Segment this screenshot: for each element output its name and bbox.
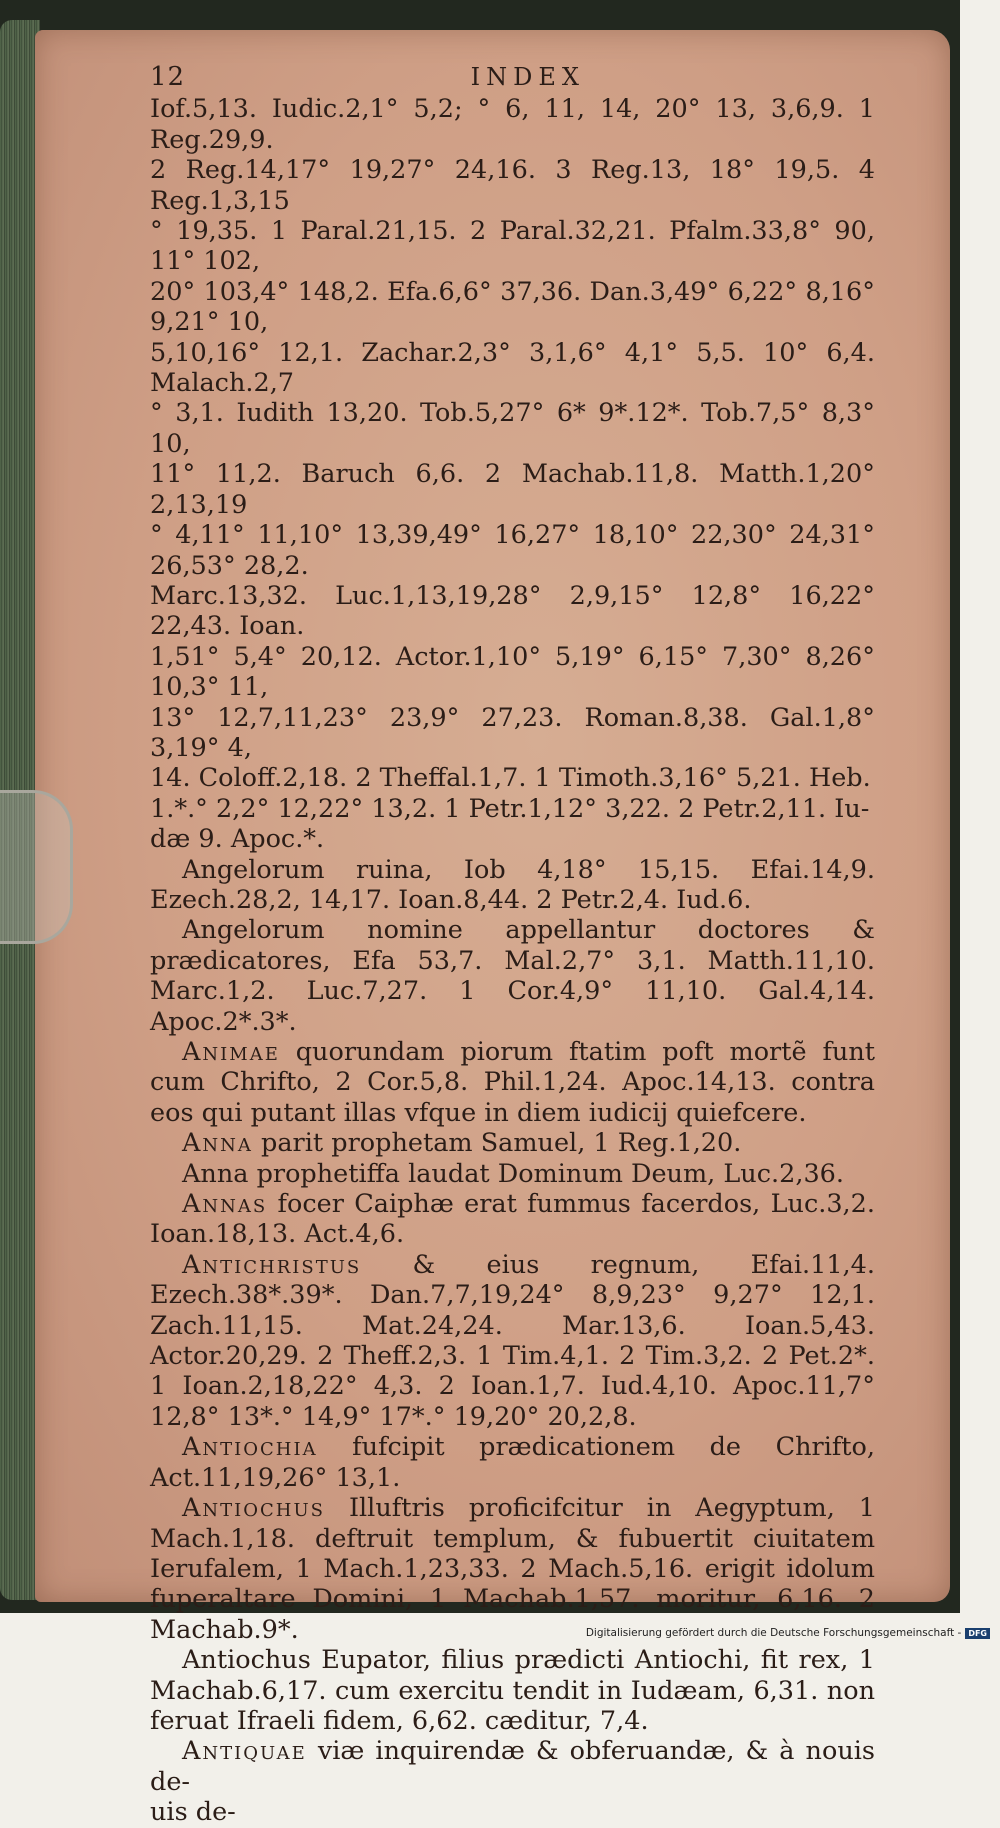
page-text bbox=[150, 62, 875, 1828]
continuation-line: ° 4,11° 11,10° 13,39,49° 16,27° 18,10° 22,30° 24,31° 26,53° 28,2. bbox=[150, 520, 875, 581]
continuation-line: dæ 9. Apoc.*. bbox=[150, 824, 325, 855]
continuation-line: 2 Reg.14,17° 19,27° 24,16. 3 Reg.13, 18° 19,5. 4 Reg.1,3,15 bbox=[150, 155, 875, 216]
index-entry bbox=[150, 1645, 875, 1736]
entry-keyword: Animae bbox=[182, 1037, 280, 1067]
entry-keyword: Antiochus bbox=[182, 1493, 326, 1524]
index-entry bbox=[150, 1128, 875, 1158]
digitization-credit bbox=[586, 1627, 990, 1639]
index-entry bbox=[150, 1736, 875, 1797]
index-entry bbox=[150, 915, 875, 1037]
entry-keyword: Anna bbox=[182, 1128, 253, 1159]
entry-text: Anna prophetiffa laudat Dominum Deum, Luc.2,36. bbox=[182, 1158, 845, 1189]
index-entry bbox=[150, 1037, 875, 1128]
continuation-line: 1,51° 5,4° 20,12. Actor.1,10° 5,19° 6,15° 7,30° 8,26° 10,3° 11, bbox=[150, 641, 875, 703]
entry-keyword: Annas bbox=[182, 1189, 268, 1220]
index-entry bbox=[150, 1159, 875, 1189]
entry-text: fufcipit prædicationem de Chrifto, Act.11,19,26° 13,1. bbox=[150, 1432, 875, 1493]
continuation-line: 5,10,16° 12,1. Zachar.2,3° 3,1,6° 4,1° 5,5. 10° 6,4. Malach.2,7 bbox=[150, 337, 875, 399]
entry-text: quorundam piorum ftatim poft mortẽ funt cum Chrifto, 2 Cor.5,8. Phil.1,24. Apoc.14,13. contra eos qui putant illas vfque in diem iudicij quiefcere. bbox=[150, 1037, 875, 1128]
continuation-line: 11° 11,2. Baruch 6,6. 2 Machab.11,8. Matth.1,20° 2,13,19 bbox=[150, 459, 875, 520]
continuation-block bbox=[150, 94, 875, 854]
index-entry bbox=[150, 1250, 875, 1432]
entry-keyword: Antiochia bbox=[182, 1432, 318, 1463]
page-number: 12 bbox=[150, 62, 186, 92]
index-entry bbox=[150, 1432, 875, 1493]
entry-text: Illuftris proficifcitur in Aegyptum, 1 Mach.1,18. deftruit templum, & fubuertit ciuitatem Ierufalem, 1 Mach.1,23,33. 2 Mach.5,16. erigit idolum fuperaltare Domini, 1 Machab.1,57. moritur, 6,16. 2 Machab.9*. bbox=[150, 1493, 875, 1645]
entry-text: parit prophetam Samuel, 1 Reg.1,20. bbox=[252, 1128, 742, 1159]
credit-text: Digitalisierung gefördert durch die Deutsche Forschungsgemeinschaft - bbox=[585, 1627, 962, 1639]
continuation-line: Marc.13,32. Luc.1,13,19,28° 2,9,15° 12,8° 16,22° 22,43. Ioan. bbox=[150, 580, 875, 642]
entry-text: Angelorum nomine appellantur doctores & prædicatores, Efa 53,7. Mal.2,7° 3,1. Matth.11,10. Marc.1,2. Luc.7,27. 1 Cor.4,9° 11,10. Gal.4,14. Apoc.2*.3*. bbox=[150, 915, 875, 1037]
entry-keyword: Antiquae bbox=[182, 1736, 307, 1767]
book-clasp-icon bbox=[0, 790, 73, 944]
entry-text: & eius regnum, Efai.11,4. Ezech.38*.39*. Dan.7,7,19,24° 8,9,23° 9,27° 12,1. Zach.11,15. Mat.24,24. Mar.13,6. Ioan.5,43. Actor.20,29. 2 Theff.2,3. 1 Tim.4,1. 2 Tim.3,2. 2 Pet.2*. 1 Ioan.2,18,22° 4,3. 2 Ioan.1,7. Iud.4,10. Apoc.11,7° 12,8° 13*.° 14,9° 17*.° 19,20° 20,2,8. bbox=[150, 1249, 875, 1432]
entry-text: focer Caiphæ erat fummus facerdos, Luc.3,2. Ioan.18,13. Act.4,6. bbox=[150, 1189, 875, 1250]
entry-text: Angelorum ruina, Iob 4,18° 15,15. Efai.14,9. Ezech.28,2, 14,17. Ioan.8,44. 2 Petr.2,4. Iud.6. bbox=[150, 854, 875, 915]
catchword: uis de- bbox=[150, 1797, 236, 1828]
running-head: INDEX bbox=[470, 63, 585, 91]
dfg-logo-icon: DFG bbox=[965, 1628, 990, 1639]
index-entry bbox=[150, 1189, 875, 1250]
continuation-line: Iof.5,13. Iudic.2,1° 5,2; ° 6, 11, 14, 20° 13, 3,6,9. 1 Reg.29,9. bbox=[150, 94, 875, 155]
entry-text: Antiochus Eupator, filius prædicti Antiochi, fit rex, 1 Machab.6,17. cum exercitu tendit in Iudæam, 6,31. non feruat Ifraeli fidem, 6,62. cæditur, 7,4. bbox=[150, 1645, 875, 1736]
continuation-line: ° 19,35. 1 Paral.21,15. 2 Paral.32,21. Pfalm.33,8° 90, 11° 102, bbox=[150, 216, 875, 277]
index-entry bbox=[150, 1493, 875, 1645]
entry-text: viæ inquirendæ & obferuandæ, & à nouis de- bbox=[150, 1736, 875, 1797]
continuation-line: 14. Coloff.2,18. 2 Theffal.1,7. 1 Timoth.3,16° 5,21. Heb. bbox=[150, 763, 871, 794]
page-header bbox=[150, 62, 875, 92]
continuation-line: 13° 12,7,11,23° 23,9° 27,23. Roman.8,38. Gal.1,8° 3,19° 4, bbox=[150, 702, 875, 763]
continuation-line: 1.*.° 2,2° 12,22° 13,2. 1 Petr.1,12° 3,22. 2 Petr.2,11. Iu- bbox=[150, 793, 870, 824]
continuation-line: ° 3,1. Iudith 13,20. Tob.5,27° 6* 9*.12*. Tob.7,5° 8,3° 10, bbox=[150, 398, 875, 459]
index-entry bbox=[150, 855, 875, 916]
entry-keyword: Antichristus bbox=[182, 1249, 362, 1280]
continuation-line: 20° 103,4° 148,2. Efa.6,6° 37,36. Dan.3,49° 6,22° 8,16° 9,21° 10, bbox=[150, 276, 875, 338]
